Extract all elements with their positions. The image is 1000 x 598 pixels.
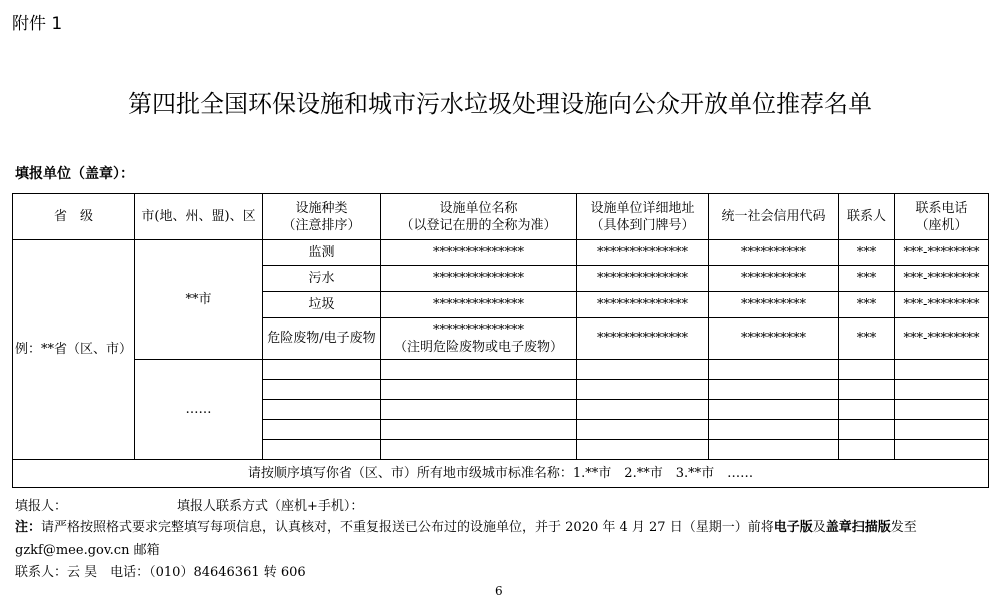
credit-code-cell: ********** (709, 292, 839, 318)
reporting-unit-label: 填报单位（盖章）： (15, 166, 134, 182)
table-header-row (13, 194, 989, 240)
example-province-cell: 例：**省（区、市） (13, 240, 135, 460)
credit-code-cell: ********** (709, 318, 839, 360)
document-title: 第四批全国环保设施和城市污水垃圾处理设施向公众开放单位推荐名单 (128, 90, 872, 118)
table-note-row (13, 460, 989, 488)
reporter-line (15, 495, 363, 514)
unit-name-cell: ************** (381, 292, 577, 318)
facility-type-cell: 危险废物/电子废物 (263, 318, 381, 360)
facility-type-cell: 监测 (263, 240, 381, 266)
header-contact: 联系人 (839, 194, 895, 240)
facility-type-cell: 污水 (263, 266, 381, 292)
ellipsis-city-cell: …… (135, 360, 263, 460)
unit-name-cell: ************** (381, 266, 577, 292)
contact-line: 联系人：云 昊 电话：（010）84646361 转 606 (15, 565, 306, 580)
address-cell: ************** (577, 292, 709, 318)
contact-cell: *** (839, 292, 895, 318)
page-number: 6 (495, 584, 503, 598)
recommendation-table (12, 193, 989, 488)
address-cell: ************** (577, 318, 709, 360)
header-facility-type: 设施种类 （注意排序） (263, 194, 381, 240)
header-province: 省 级 (13, 194, 135, 240)
city-list-note: 请按顺序填写你省（区、市）所有地市级城市标准名称：1.**市 2.**市 3.**市 …… (13, 460, 989, 488)
phone-cell: ***-******** (895, 266, 989, 292)
unit-name-cell: ************** (381, 240, 577, 266)
header-credit-code: 统一社会信用代码 (709, 194, 839, 240)
credit-code-cell: ********** (709, 266, 839, 292)
contact-cell: *** (839, 240, 895, 266)
reporter-contact-label: 填报人联系方式（座机+手机）： (177, 499, 364, 514)
facility-type-cell: 垃圾 (263, 292, 381, 318)
phone-cell: ***-******** (895, 318, 989, 360)
header-phone: 联系电话 （座机） (895, 194, 989, 240)
contact-cell: *** (839, 266, 895, 292)
address-cell: ************** (577, 266, 709, 292)
reporter-label: 填报人： (15, 499, 68, 514)
header-address: 设施单位详细地址 （具体到门牌号） (577, 194, 709, 240)
credit-code-cell: ********** (709, 240, 839, 266)
example-city-cell: **市 (135, 240, 263, 360)
contact-cell: *** (839, 318, 895, 360)
submission-note: 注：请严格按照格式要求完整填写每项信息，认真核对，不重复报送已公布过的设施单位，并于 2020 年 4 月 27 日（星期一）前将电子版及盖章扫描版发至 (15, 520, 917, 535)
unit-name-cell: ************** （注明危险废物或电子废物） (381, 318, 577, 360)
note-label: 注： (15, 520, 42, 535)
table-row-empty (13, 360, 989, 380)
header-city: 市(地、州、盟)、区 (135, 194, 263, 240)
table-row (13, 240, 989, 266)
attachment-label: 附件 1 (12, 14, 63, 34)
header-unit-name: 设施单位名称 （以登记在册的全称为准） (381, 194, 577, 240)
phone-cell: ***-******** (895, 292, 989, 318)
address-cell: ************** (577, 240, 709, 266)
email-line: gzkf@mee.gov.cn 邮箱 (15, 543, 160, 558)
phone-cell: ***-******** (895, 240, 989, 266)
